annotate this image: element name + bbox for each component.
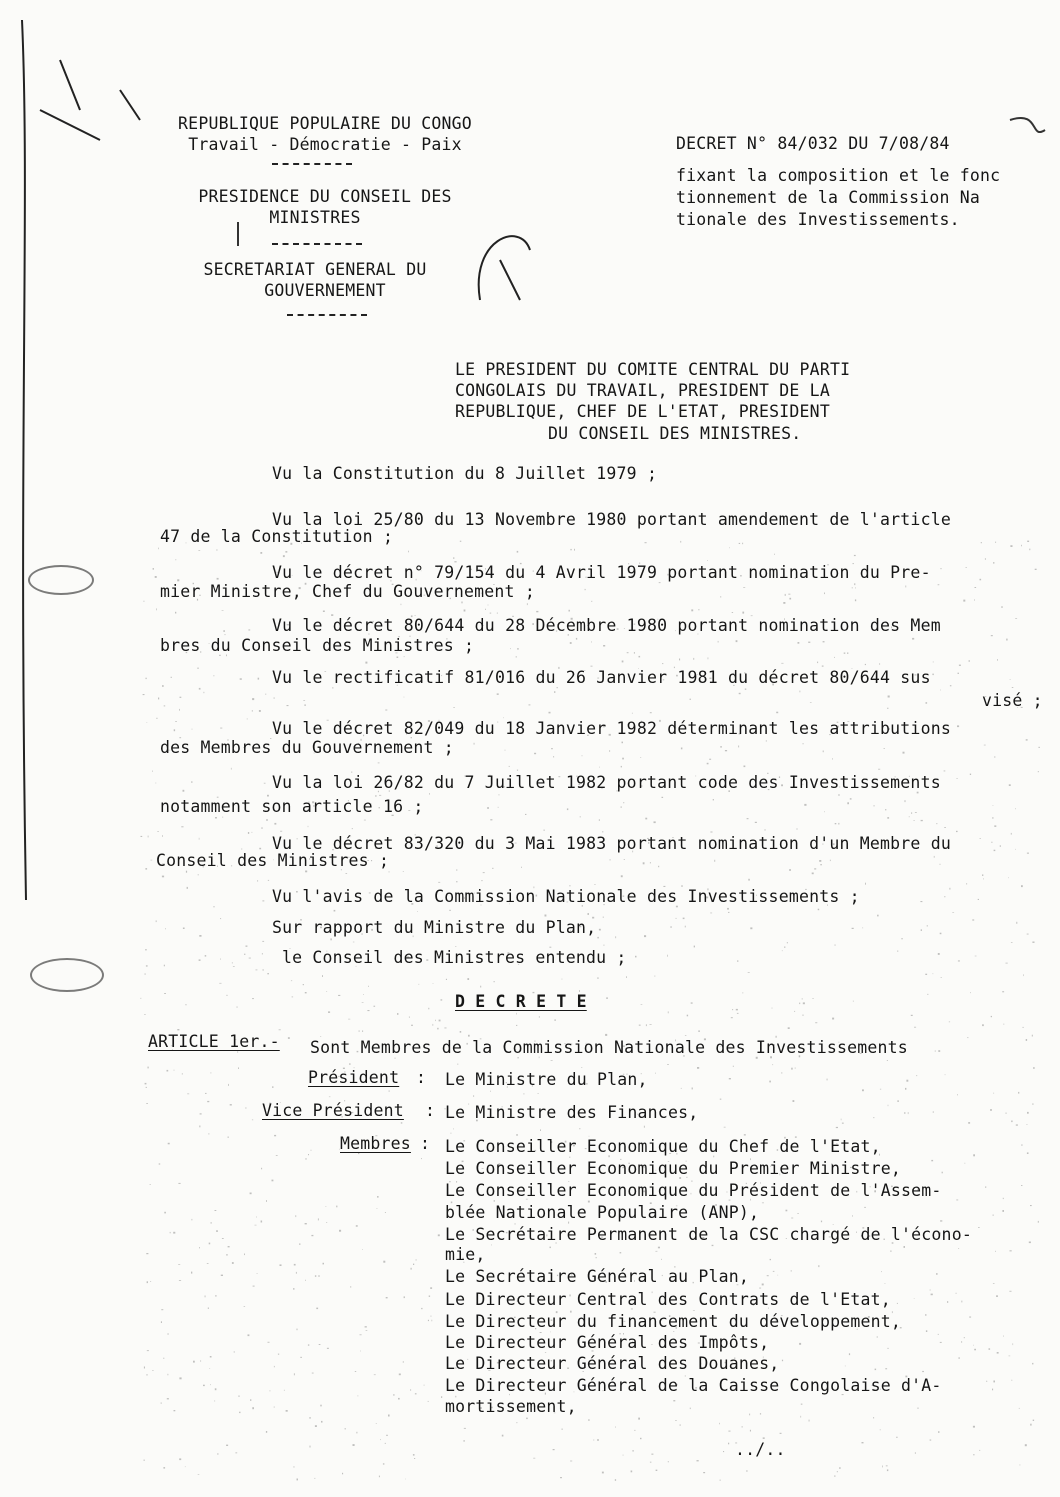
visa-line: notamment son article 16 ;: [160, 797, 424, 816]
member-item: Le Directeur Général des Impôts,: [445, 1333, 770, 1352]
visa-line: 47 de la Constitution ;: [160, 527, 394, 546]
preamble-line-2: CONGOLAIS DU TRAVAIL, PRESIDENT DE LA: [455, 381, 830, 400]
visa-line: Sur rapport du Ministre du Plan,: [272, 918, 597, 937]
visa-line: Vu le rectificatif 81/016 du 26 Janvier 1981 du décret 80/644 sus: [272, 668, 931, 687]
header-presidence-1: PRESIDENCE DU CONSEIL DES: [198, 187, 452, 206]
visa-line: Vu le décret 82/049 du 18 Janvier 1982 déterminant les attributions: [272, 719, 951, 738]
member-item: Le Directeur du financement du développement,: [445, 1312, 902, 1331]
member-item: blée Nationale Populaire (ANP),: [445, 1203, 760, 1222]
visa-line: Vu le décret 83/320 du 3 Mai 1983 portant nomination d'un Membre du: [272, 834, 951, 853]
decree-subject-3: tionale des Investissements.: [676, 210, 960, 229]
member-item: mie,: [445, 1245, 486, 1264]
member-item: Le Directeur Général des Douanes,: [445, 1354, 780, 1373]
visa-line: mier Ministre, Chef du Gouvernement ;: [160, 582, 535, 601]
visa-line: Conseil des Ministres ;: [156, 851, 390, 870]
preamble-line-1: LE PRESIDENT DU COMITE CENTRAL DU PARTI: [455, 360, 851, 379]
margin-stamp: [28, 565, 94, 595]
header-secretariat-1: SECRETARIAT GENERAL DU: [203, 260, 427, 279]
member-item: Le Secrétaire Général au Plan,: [445, 1267, 750, 1286]
visa-line: Vu la Constitution du 8 Juillet 1979 ;: [272, 464, 658, 483]
decree-subject-2: tionnement de la Commission Na: [676, 188, 981, 207]
divider: [272, 163, 352, 165]
member-item: mortissement,: [445, 1397, 577, 1416]
header-secretariat-2: GOUVERNEMENT: [264, 281, 386, 300]
member-item: Le Conseiller Economique du Premier Ministre,: [445, 1159, 902, 1178]
membres-sep: :: [420, 1134, 431, 1153]
member-item: Le Directeur Général de la Caisse Congolaise d'A-: [445, 1376, 942, 1395]
member-item: Le Secrétaire Permanent de la CSC chargé de l'écono-: [445, 1225, 972, 1244]
visa-line: Vu le décret 80/644 du 28 Décembre 1980 portant nomination des Mem: [272, 616, 941, 635]
header-country: REPUBLIQUE POPULAIRE DU CONGO: [178, 114, 472, 133]
decree-number: DECRET N° 84/032 DU 7/08/84: [676, 134, 950, 153]
member-item: Le Conseiller Economique du Président de l'Assem-: [445, 1181, 942, 1200]
president-value: Le Ministre du Plan,: [445, 1070, 648, 1089]
divider: [287, 314, 367, 316]
visa-line: visé ;: [982, 691, 1043, 710]
article-1-text: Sont Membres de la Commission Nationale des Investissements: [310, 1038, 908, 1057]
visa-line: bres du Conseil des Ministres ;: [160, 636, 475, 655]
header-motto: Travail - Démocratie - Paix: [188, 135, 462, 154]
preamble-line-3: REPUBLIQUE, CHEF DE L'ETAT, PRESIDENT: [455, 402, 830, 421]
visa-line: Vu l'avis de la Commission Nationale des Investissements ;: [272, 887, 860, 906]
divider: [272, 243, 362, 245]
mark: [237, 222, 239, 246]
vice-president-label: Vice Président: [262, 1101, 404, 1120]
vice-president-sep: :: [425, 1101, 436, 1120]
continuation-mark: ../..: [735, 1440, 786, 1459]
article-1-label: ARTICLE 1er.-: [148, 1032, 280, 1051]
decree-subject-1: fixant la composition et le fonc: [676, 166, 1001, 185]
member-item: Le Conseiller Economique du Chef de l'Etat,: [445, 1137, 881, 1156]
visa-line: des Membres du Gouvernement ;: [160, 738, 454, 757]
visa-line: Vu le décret n° 79/154 du 4 Avril 1979 portant nomination du Pre-: [272, 563, 931, 582]
visa-line: le Conseil des Ministres entendu ;: [282, 948, 627, 967]
member-item: Le Directeur Central des Contrats de l'Etat,: [445, 1290, 891, 1309]
vice-president-value: Le Ministre des Finances,: [445, 1103, 699, 1122]
membres-label: Membres: [340, 1134, 411, 1153]
president-label: Président: [308, 1068, 400, 1087]
margin-stamp: [30, 958, 104, 992]
visa-line: Vu la loi 25/80 du 13 Novembre 1980 portant amendement de l'article: [272, 510, 951, 529]
president-sep: :: [416, 1068, 427, 1087]
visa-line: Vu la loi 26/82 du 7 Juillet 1982 portant code des Investissements: [272, 773, 941, 792]
decrete-heading: D E C R E T E: [455, 992, 587, 1011]
header-presidence-2: MINISTRES: [269, 208, 361, 227]
preamble-line-4: DU CONSEIL DES MINISTRES.: [548, 424, 802, 443]
